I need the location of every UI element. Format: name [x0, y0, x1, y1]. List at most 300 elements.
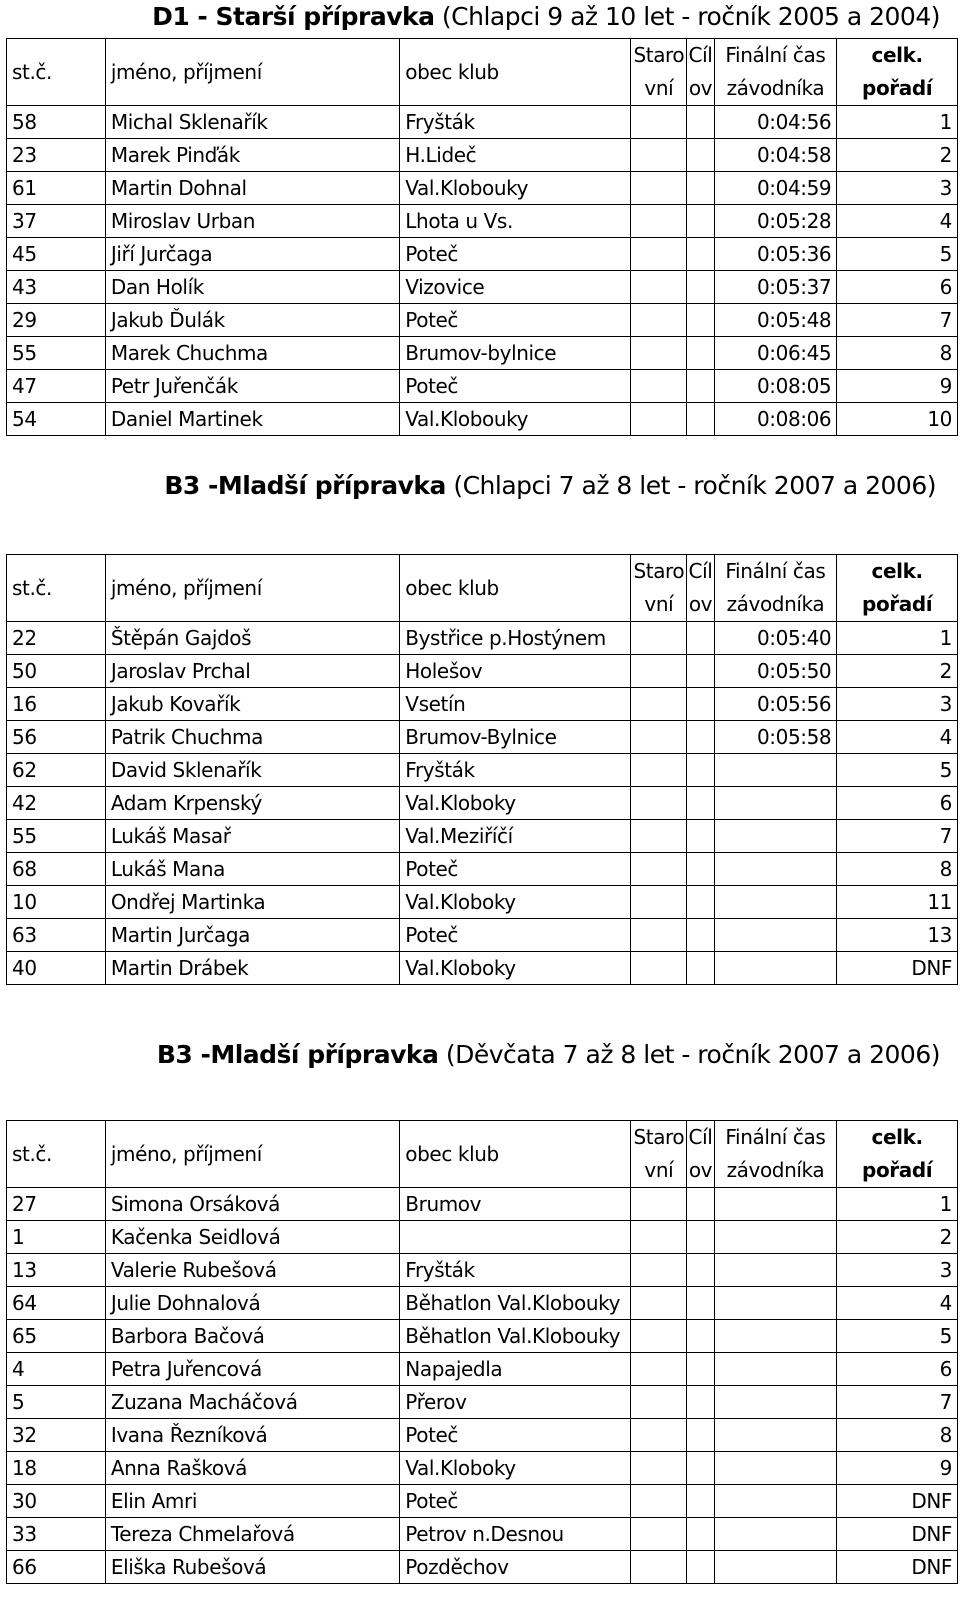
final-time-cell: 0:08:05 [714, 370, 837, 403]
start-number-cell: 13 [7, 1254, 106, 1287]
rank-cell: 7 [837, 1386, 958, 1419]
name-cell: Dan Holík [105, 271, 399, 304]
club-cell: Fryšták [400, 754, 631, 787]
final-time-cell [714, 754, 837, 787]
start-time-cell [631, 1353, 687, 1386]
start-time-cell [631, 271, 687, 304]
table-header-row [7, 1121, 958, 1188]
table-row [7, 754, 958, 787]
start-time-cell [631, 622, 687, 655]
finish-cell [687, 1551, 714, 1584]
rank-cell: DNF [837, 1551, 958, 1584]
start-time-cell [631, 919, 687, 952]
header-final-time [714, 1121, 837, 1188]
start-number-cell: 37 [7, 205, 106, 238]
header-finish-line2: ov [688, 592, 713, 616]
final-time-cell: 0:05:37 [714, 271, 837, 304]
section-title-category: D1 - Starší přípravka [152, 2, 435, 31]
table-row [7, 1419, 958, 1452]
header-finish-line1: Cíl [688, 43, 713, 67]
start-time-cell [631, 370, 687, 403]
final-time-cell [714, 1221, 837, 1254]
table-row [7, 1188, 958, 1221]
final-time-cell [714, 853, 837, 886]
start-number-cell: 50 [7, 655, 106, 688]
header-final-time-line1: Finální čas [725, 559, 826, 583]
club-cell: Poteč [400, 304, 631, 337]
header-finish-line2: ov [688, 76, 713, 100]
start-number-cell: 65 [7, 1320, 106, 1353]
table-row [7, 1221, 958, 1254]
finish-cell [687, 853, 714, 886]
rank-cell: 8 [837, 853, 958, 886]
finish-cell [687, 1188, 714, 1221]
header-overall-rank-line1: celk. [871, 559, 923, 583]
final-time-cell: 0:05:56 [714, 688, 837, 721]
start-number-cell: 22 [7, 622, 106, 655]
rank-cell: DNF [837, 1485, 958, 1518]
rank-cell: 4 [837, 1287, 958, 1320]
start-number-cell: 4 [7, 1353, 106, 1386]
header-final-time-line2: závodníka [726, 76, 825, 100]
header-overall-rank [837, 555, 958, 622]
start-number-cell: 32 [7, 1419, 106, 1452]
table-header-row [7, 555, 958, 622]
club-cell: Poteč [400, 1419, 631, 1452]
final-time-cell [714, 1386, 837, 1419]
start-number-cell: 61 [7, 172, 106, 205]
finish-cell [687, 1485, 714, 1518]
name-cell: Tereza Chmelařová [105, 1518, 399, 1551]
finish-cell [687, 1452, 714, 1485]
header-final-time-line1: Finální čas [725, 1125, 826, 1149]
table-row [7, 1254, 958, 1287]
section-title-detail: (Chlapci 9 až 10 let - ročník 2005 a 2004) [434, 2, 940, 31]
club-cell: Běhatlon Val.Klobouky [400, 1287, 631, 1320]
header-club: obec klub [400, 39, 631, 106]
section-title [6, 0, 940, 37]
name-cell: Michal Sklenařík [105, 106, 399, 139]
final-time-cell [714, 1287, 837, 1320]
club-cell: Val.Kloboky [400, 886, 631, 919]
final-time-cell [714, 1353, 837, 1386]
name-cell: Martin Drábek [105, 952, 399, 985]
start-time-cell [631, 1188, 687, 1221]
rank-cell: 13 [837, 919, 958, 952]
table-row [7, 952, 958, 985]
name-cell: Martin Dohnal [105, 172, 399, 205]
final-time-cell [714, 1551, 837, 1584]
finish-cell [687, 820, 714, 853]
club-cell: Val.Klobouky [400, 172, 631, 205]
final-time-cell: 0:05:40 [714, 622, 837, 655]
club-cell: Pozděchov [400, 1551, 631, 1584]
header-final-time [714, 39, 837, 106]
header-start-time-line1: Staro [633, 1125, 685, 1149]
header-finish [687, 1121, 714, 1188]
rank-cell: 3 [837, 172, 958, 205]
finish-cell [687, 655, 714, 688]
start-number-cell: 58 [7, 106, 106, 139]
name-cell: Julie Dohnalová [105, 1287, 399, 1320]
rank-cell: 6 [837, 271, 958, 304]
start-time-cell [631, 787, 687, 820]
start-time-cell [631, 403, 687, 436]
finish-cell [687, 754, 714, 787]
start-number-cell: 18 [7, 1452, 106, 1485]
table-row [7, 853, 958, 886]
header-final-time-line1: Finální čas [725, 43, 826, 67]
table-row [7, 820, 958, 853]
start-time-cell [631, 655, 687, 688]
final-time-cell: 0:05:28 [714, 205, 837, 238]
name-cell: Ivana Řezníková [105, 1419, 399, 1452]
name-cell: Jakub Ďulák [105, 304, 399, 337]
header-start-number: st.č. [7, 555, 106, 622]
start-number-cell: 68 [7, 853, 106, 886]
name-cell: Štěpán Gajdoš [105, 622, 399, 655]
final-time-cell [714, 1419, 837, 1452]
header-finish [687, 555, 714, 622]
final-time-cell [714, 952, 837, 985]
rank-cell: 1 [837, 106, 958, 139]
club-cell: Vizovice [400, 271, 631, 304]
rank-cell: 5 [837, 754, 958, 787]
club-cell: Val.Klobouky [400, 403, 631, 436]
club-cell: Val.Meziříčí [400, 820, 631, 853]
finish-cell [687, 952, 714, 985]
finish-cell [687, 172, 714, 205]
header-overall-rank [837, 39, 958, 106]
header-overall-rank-line1: celk. [871, 43, 923, 67]
start-time-cell [631, 853, 687, 886]
table-row [7, 1518, 958, 1551]
header-name: jméno, příjmení [105, 39, 399, 106]
finish-cell [687, 1518, 714, 1551]
header-start-time-line2: vní [644, 76, 674, 100]
rank-cell: 4 [837, 205, 958, 238]
section-title-category: B3 -Mladší přípravka [164, 471, 446, 500]
table-row [7, 1452, 958, 1485]
section-title [6, 466, 936, 506]
final-time-cell [714, 1452, 837, 1485]
start-time-cell [631, 1518, 687, 1551]
club-cell: Poteč [400, 238, 631, 271]
table-row [7, 1287, 958, 1320]
start-number-cell: 23 [7, 139, 106, 172]
start-time-cell [631, 820, 687, 853]
rank-cell: 2 [837, 655, 958, 688]
name-cell: Petra Juřencová [105, 1353, 399, 1386]
header-finish-line1: Cíl [688, 559, 713, 583]
rank-cell: 2 [837, 1221, 958, 1254]
start-number-cell: 1 [7, 1221, 106, 1254]
rank-cell: 3 [837, 1254, 958, 1287]
start-number-cell: 27 [7, 1188, 106, 1221]
start-number-cell: 56 [7, 721, 106, 754]
finish-cell [687, 1353, 714, 1386]
name-cell: Adam Krpenský [105, 787, 399, 820]
final-time-cell [714, 1485, 837, 1518]
finish-cell [687, 370, 714, 403]
start-number-cell: 55 [7, 820, 106, 853]
header-overall-rank-line1: celk. [871, 1125, 923, 1149]
name-cell: Miroslav Urban [105, 205, 399, 238]
rank-cell: 1 [837, 622, 958, 655]
header-start-time [631, 555, 687, 622]
name-cell: Eliška Rubešová [105, 1551, 399, 1584]
table-row [7, 304, 958, 337]
header-finish [687, 39, 714, 106]
header-final-time-line2: závodníka [726, 1158, 825, 1182]
name-cell: Patrik Chuchma [105, 721, 399, 754]
name-cell: Jiří Jurčaga [105, 238, 399, 271]
name-cell: Martin Jurčaga [105, 919, 399, 952]
final-time-cell: 0:05:58 [714, 721, 837, 754]
table-row [7, 370, 958, 403]
name-cell: Kačenka Seidlová [105, 1221, 399, 1254]
start-time-cell [631, 1386, 687, 1419]
name-cell: Elin Amri [105, 1485, 399, 1518]
final-time-cell [714, 919, 837, 952]
club-cell: Holešov [400, 655, 631, 688]
start-number-cell: 63 [7, 919, 106, 952]
header-finish-line2: ov [688, 1158, 713, 1182]
club-cell: Bystřice p.Hostýnem [400, 622, 631, 655]
header-start-time-line1: Staro [633, 559, 685, 583]
results-table [6, 1120, 958, 1584]
start-time-cell [631, 1452, 687, 1485]
finish-cell [687, 886, 714, 919]
header-overall-rank [837, 1121, 958, 1188]
table-row [7, 721, 958, 754]
header-overall-rank-line2: pořadí [862, 1158, 933, 1182]
table-row [7, 1551, 958, 1584]
header-club: obec klub [400, 1121, 631, 1188]
club-cell: Běhatlon Val.Klobouky [400, 1320, 631, 1353]
section-title-detail: (Chlapci 7 až 8 let - ročník 2007 a 2006) [445, 471, 936, 500]
start-time-cell [631, 1287, 687, 1320]
final-time-cell: 0:06:45 [714, 337, 837, 370]
table-row [7, 1320, 958, 1353]
start-time-cell [631, 1320, 687, 1353]
final-time-cell: 0:05:48 [714, 304, 837, 337]
name-cell: Jaroslav Prchal [105, 655, 399, 688]
club-cell: Přerov [400, 1386, 631, 1419]
start-time-cell [631, 1551, 687, 1584]
start-number-cell: 43 [7, 271, 106, 304]
final-time-cell: 0:04:59 [714, 172, 837, 205]
finish-cell [687, 1419, 714, 1452]
finish-cell [687, 139, 714, 172]
rank-cell: 1 [837, 1188, 958, 1221]
club-cell: Fryšták [400, 106, 631, 139]
finish-cell [687, 622, 714, 655]
club-cell: Val.Kloboky [400, 787, 631, 820]
name-cell: Zuzana Macháčová [105, 1386, 399, 1419]
header-name: jméno, příjmení [105, 1121, 399, 1188]
start-time-cell [631, 1221, 687, 1254]
rank-cell: DNF [837, 952, 958, 985]
results-table [6, 554, 958, 985]
start-time-cell [631, 304, 687, 337]
header-start-time [631, 39, 687, 106]
final-time-cell [714, 1320, 837, 1353]
club-cell: Brumov-bylnice [400, 337, 631, 370]
finish-cell [687, 688, 714, 721]
name-cell: Daniel Martinek [105, 403, 399, 436]
header-start-time-line2: vní [644, 592, 674, 616]
name-cell: Lukáš Mana [105, 853, 399, 886]
final-time-cell: 0:04:58 [714, 139, 837, 172]
club-cell [400, 1221, 631, 1254]
rank-cell: 6 [837, 1353, 958, 1386]
name-cell: Lukáš Masař [105, 820, 399, 853]
rank-cell: 11 [837, 886, 958, 919]
finish-cell [687, 1287, 714, 1320]
start-number-cell: 33 [7, 1518, 106, 1551]
start-number-cell: 42 [7, 787, 106, 820]
start-time-cell [631, 172, 687, 205]
name-cell: Simona Orsáková [105, 1188, 399, 1221]
rank-cell: 10 [837, 403, 958, 436]
final-time-cell [714, 1518, 837, 1551]
finish-cell [687, 1320, 714, 1353]
header-final-time [714, 555, 837, 622]
header-name: jméno, příjmení [105, 555, 399, 622]
start-time-cell [631, 1254, 687, 1287]
start-time-cell [631, 1485, 687, 1518]
table-row [7, 1353, 958, 1386]
club-cell: Poteč [400, 919, 631, 952]
header-start-number: st.č. [7, 1121, 106, 1188]
rank-cell: 2 [837, 139, 958, 172]
name-cell: Petr Juřenčák [105, 370, 399, 403]
section-title-category: B3 -Mladší přípravka [156, 1040, 439, 1069]
section-title [6, 1035, 940, 1075]
rank-cell: 9 [837, 370, 958, 403]
table-row [7, 655, 958, 688]
start-number-cell: 47 [7, 370, 106, 403]
start-number-cell: 29 [7, 304, 106, 337]
name-cell: Valerie Rubešová [105, 1254, 399, 1287]
finish-cell [687, 106, 714, 139]
start-time-cell [631, 337, 687, 370]
final-time-cell [714, 886, 837, 919]
name-cell: Barbora Bačová [105, 1320, 399, 1353]
finish-cell [687, 721, 714, 754]
final-time-cell: 0:08:06 [714, 403, 837, 436]
start-time-cell [631, 754, 687, 787]
name-cell: Ondřej Martinka [105, 886, 399, 919]
header-finish-line1: Cíl [688, 1125, 713, 1149]
table-row [7, 622, 958, 655]
header-start-time-line2: vní [644, 1158, 674, 1182]
club-cell: Poteč [400, 1485, 631, 1518]
table-row [7, 139, 958, 172]
club-cell: Brumov-Bylnice [400, 721, 631, 754]
header-club: obec klub [400, 555, 631, 622]
start-time-cell [631, 139, 687, 172]
start-number-cell: 45 [7, 238, 106, 271]
name-cell: Jakub Kovařík [105, 688, 399, 721]
table-row [7, 1485, 958, 1518]
table-row [7, 1386, 958, 1419]
name-cell: Marek Chuchma [105, 337, 399, 370]
rank-cell: 8 [837, 1419, 958, 1452]
final-time-cell [714, 1254, 837, 1287]
start-number-cell: 10 [7, 886, 106, 919]
club-cell: Petrov n.Desnou [400, 1518, 631, 1551]
finish-cell [687, 304, 714, 337]
start-number-cell: 64 [7, 1287, 106, 1320]
club-cell: Val.Kloboky [400, 1452, 631, 1485]
rank-cell: 6 [837, 787, 958, 820]
rank-cell: DNF [837, 1518, 958, 1551]
start-time-cell [631, 106, 687, 139]
start-number-cell: 54 [7, 403, 106, 436]
start-time-cell [631, 886, 687, 919]
final-time-cell: 0:04:56 [714, 106, 837, 139]
rank-cell: 7 [837, 304, 958, 337]
header-start-time [631, 1121, 687, 1188]
rank-cell: 8 [837, 337, 958, 370]
results-table [6, 38, 958, 436]
table-row [7, 403, 958, 436]
rank-cell: 4 [837, 721, 958, 754]
table-header-row [7, 39, 958, 106]
rank-cell: 5 [837, 238, 958, 271]
name-cell: David Sklenařík [105, 754, 399, 787]
club-cell: Brumov [400, 1188, 631, 1221]
table-row [7, 919, 958, 952]
rank-cell: 9 [837, 1452, 958, 1485]
start-number-cell: 40 [7, 952, 106, 985]
club-cell: Poteč [400, 853, 631, 886]
start-number-cell: 66 [7, 1551, 106, 1584]
start-time-cell [631, 688, 687, 721]
table-row [7, 337, 958, 370]
finish-cell [687, 1386, 714, 1419]
table-row [7, 787, 958, 820]
start-time-cell [631, 721, 687, 754]
finish-cell [687, 238, 714, 271]
club-cell: Fryšták [400, 1254, 631, 1287]
table-row [7, 205, 958, 238]
finish-cell [687, 919, 714, 952]
finish-cell [687, 403, 714, 436]
header-final-time-line2: závodníka [726, 592, 825, 616]
table-row [7, 886, 958, 919]
header-start-time-line1: Staro [633, 43, 685, 67]
final-time-cell [714, 1188, 837, 1221]
finish-cell [687, 271, 714, 304]
finish-cell [687, 337, 714, 370]
start-number-cell: 16 [7, 688, 106, 721]
start-time-cell [631, 952, 687, 985]
club-cell: Lhota u Vs. [400, 205, 631, 238]
rank-cell: 7 [837, 820, 958, 853]
club-cell: Napajedla [400, 1353, 631, 1386]
start-time-cell [631, 205, 687, 238]
start-time-cell [631, 1419, 687, 1452]
name-cell: Anna Rašková [105, 1452, 399, 1485]
section-title-detail: (Děvčata 7 až 8 let - ročník 2007 a 2006) [438, 1040, 940, 1069]
start-number-cell: 30 [7, 1485, 106, 1518]
table-row [7, 238, 958, 271]
table-row [7, 172, 958, 205]
start-number-cell: 55 [7, 337, 106, 370]
